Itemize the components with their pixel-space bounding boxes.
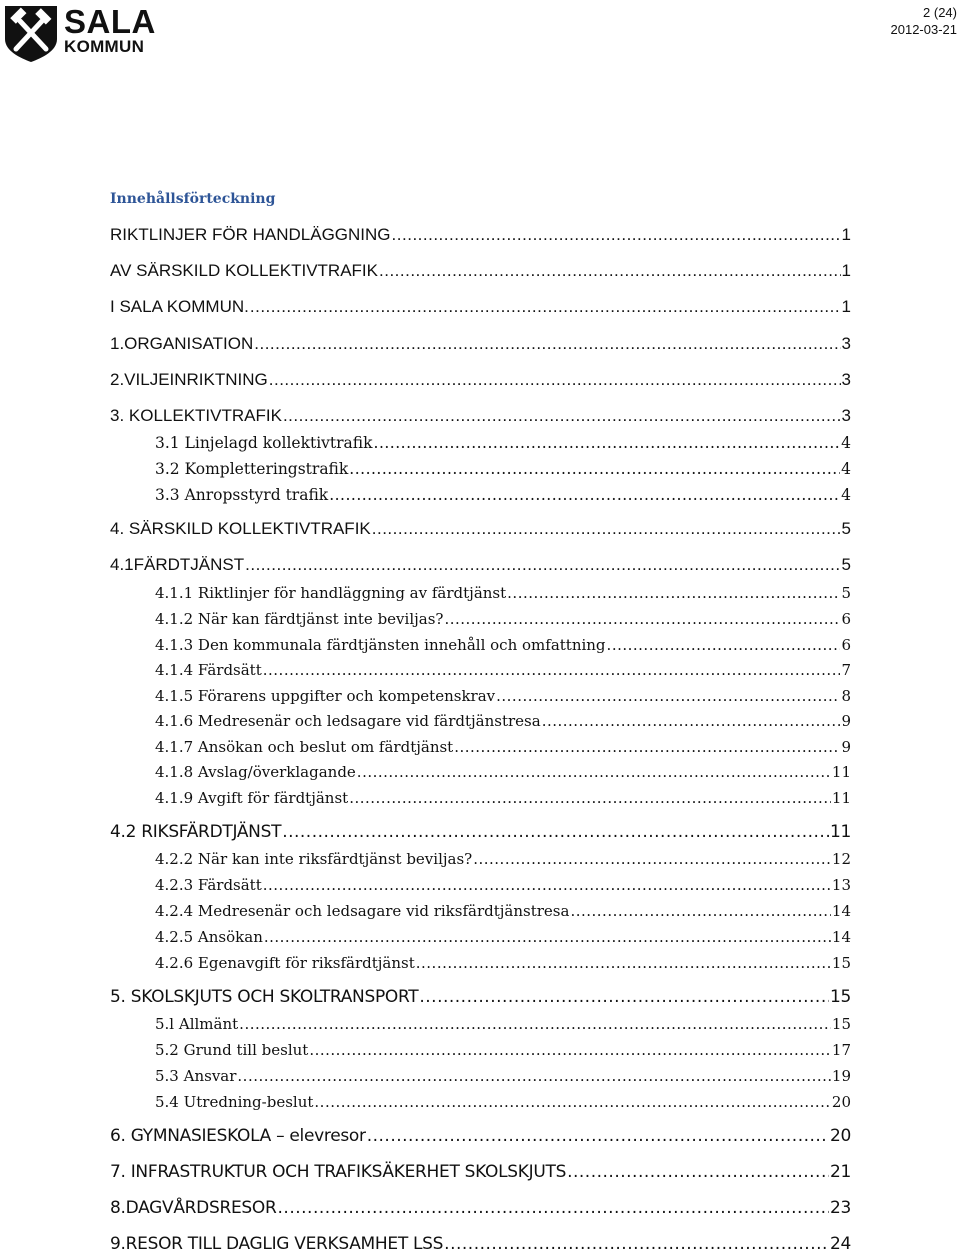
toc-entry-leader [278,1198,829,1218]
toc-entry-title: 4.2.4 Medresenär och ledsagare vid riksfärdtjänstresa [155,902,570,920]
toc-entry[interactable] [155,712,851,730]
toc-entry-title: 4.2 RIKSFÄRDTJÄNST [110,822,282,842]
sala-kommun-logo [2,3,156,63]
toc-entry[interactable] [155,738,851,756]
toc-entry[interactable] [155,789,851,807]
toc-entry-page: 6 [841,636,851,654]
toc-entry-leader [507,584,840,602]
crossed-hammers-icon [2,3,60,63]
toc-entry-page: 11 [829,822,851,842]
toc-entry-leader [309,1041,831,1059]
toc-entry-page: 9 [841,712,851,730]
toc-entry-title: I SALA KOMMUN. [110,297,249,316]
toc-entry-title: 4.1.9 Avgift för färdtjänst [155,789,349,807]
toc-entry-leader [282,822,829,842]
toc-entry-page: 15 [831,1015,851,1033]
toc-entry-leader [329,486,840,504]
toc-entry-title: 4.2.3 Färdsätt [155,876,262,894]
toc-entry[interactable] [110,1198,851,1218]
toc-entry[interactable] [155,763,851,781]
toc-entry[interactable] [110,1162,851,1182]
toc-entry-title: 8.DAGVÅRDSRESOR [110,1198,277,1218]
toc-entry-title: AV SÄRSKILD KOLLEKTIVTRAFIK [110,261,378,280]
toc-entry-title: 2.VILJEINRIKTNING [110,370,268,389]
toc-entry-leader [349,789,831,807]
toc-entry-title: 4.2.5 Ansökan [155,928,263,946]
toc-entry-leader [496,687,840,705]
toc-entry-leader [254,334,840,354]
toc-entry[interactable] [155,610,851,628]
toc-entry[interactable] [110,1126,851,1146]
toc-entry-page: 6 [841,610,851,628]
toc-entry[interactable] [155,687,851,705]
toc-entry-title: 3. KOLLEKTIVTRAFIK [110,406,282,425]
toc-entry-leader [264,928,831,946]
toc-entry[interactable] [110,334,851,354]
toc-entry-page: 14 [831,928,851,946]
toc-entry-page: 12 [831,850,851,868]
toc-entry[interactable] [155,1093,851,1111]
toc-entry-page: 20 [829,1126,851,1146]
toc-entry[interactable] [155,661,851,679]
toc-entry-page: 5 [841,555,851,574]
toc-entry-leader [367,1126,829,1146]
toc-entry-page: 14 [831,902,851,920]
toc-entry[interactable] [110,297,851,317]
toc-entry-page: 1 [841,225,851,244]
toc-entry-leader [454,738,840,756]
toc-entry[interactable] [155,954,851,972]
toc-entry-title: 4.1.7 Ansökan och beslut om färdtjänst [155,738,454,756]
toc-entry[interactable] [110,987,851,1007]
toc-entry-page: 17 [831,1041,851,1059]
toc-entry-page: 23 [829,1198,851,1218]
toc-entry-leader [263,661,841,679]
toc-entry-page: 20 [831,1093,851,1111]
toc-entry-title: 1.ORGANISATION [110,334,254,353]
toc-entry-title: 5.3 Ansvar [155,1067,237,1085]
toc-entry-page: 8 [841,687,851,705]
toc-entry[interactable] [155,1015,851,1033]
toc-entry[interactable] [110,555,851,575]
toc-entry-title: 4.1.4 Färdsätt [155,661,262,679]
toc-entry-title: 5.2 Grund till beslut [155,1041,309,1059]
toc-entry[interactable] [110,1234,851,1254]
toc-entry-leader [245,555,840,575]
toc-entry-page: 5 [841,519,851,538]
toc-entry-leader [570,902,830,920]
toc-entry-title: 4.2.6 Egenavgift för riksfärdtjänst [155,954,415,972]
toc-entry-title: 5.4 Utredning-beslut [155,1093,314,1111]
toc-entry-title: 4.1.3 Den kommunala färdtjänsten innehåll och omfattning [155,636,606,654]
toc-entry-title: 4. SÄRSKILD KOLLEKTIVTRAFIK [110,519,371,538]
toc-entry-page: 3 [841,406,851,425]
document-date: 2012-03-21 [890,22,957,37]
toc-entry[interactable] [110,519,851,539]
toc-entry-page: 15 [829,987,851,1007]
toc-entry-page: 5 [841,584,851,602]
toc-entry-leader [379,261,841,281]
toc-entry[interactable] [155,850,851,868]
toc-entry-title: 4.1FÄRDTJÄNST [110,555,245,574]
toc-entry-leader [239,1015,831,1033]
toc-entry-leader [237,1067,831,1085]
toc-entry-leader [349,460,840,478]
toc-entry-leader [473,850,831,868]
toc-entry-page: 21 [829,1162,851,1182]
toc-entry-page: 15 [831,954,851,972]
toc-entry-leader [374,434,841,452]
toc-entry[interactable] [110,822,851,842]
toc-entry-leader [542,712,841,730]
toc-entry-leader [567,1162,829,1182]
toc-entry-page: 4 [841,434,851,452]
toc-entry-page: 3 [841,370,851,389]
toc-entry-leader [372,519,841,539]
toc-entry-leader [314,1093,831,1111]
toc-entry-leader [263,876,831,894]
toc-entry-page: 1 [841,297,851,316]
toc-entry[interactable] [110,225,851,245]
toc-entry-leader [357,763,831,781]
toc-entry[interactable] [155,460,851,478]
toc-entry-leader [419,987,829,1007]
toc-entry-page: 7 [841,661,851,679]
toc-entry[interactable] [155,584,851,602]
toc-entry-leader [392,225,841,245]
toc-entry[interactable] [155,902,851,920]
toc-entry-page: 13 [831,876,851,894]
logo-subtitle: KOMMUN [64,37,145,56]
toc-entry-title: 4.1.6 Medresenär och ledsagare vid färdtjänstresa [155,712,541,730]
toc-entry-title: 7. INFRASTRUKTUR OCH TRAFIKSÄKERHET SKOLSKJUTS [110,1162,567,1182]
page-meta [891,4,958,38]
toc-entry-page: 19 [831,1067,851,1085]
toc-entry-title: 4.2.2 När kan inte riksfärdtjänst beviljas? [155,850,473,868]
toc-entry-page: 9 [841,738,851,756]
toc-entry-page: 11 [831,789,851,807]
toc-entry[interactable] [110,261,851,281]
toc-entry-title: 3.1 Linjelagd kollektivtrafik [155,434,373,452]
toc-entry-title: RIKTLINJER FÖR HANDLÄGGNING [110,225,391,244]
toc-entry[interactable] [155,1041,851,1059]
toc-entry-leader [416,954,831,972]
toc-entry[interactable] [155,434,851,452]
toc-entry-title: 4.1.1 Riktlinjer för handläggning av färdtjänst [155,584,507,602]
toc-entry-title: 9.RESOR TILL DAGLIG VERKSAMHET LSS [110,1234,444,1254]
toc-entry-leader [607,636,841,654]
toc-entry-leader [444,1234,829,1254]
toc-entry[interactable] [110,406,851,426]
toc-entry-leader [283,406,841,426]
toc-entry-leader [250,297,841,317]
toc-entry[interactable] [155,486,851,504]
toc-heading: Innehållsförteckning [110,191,276,207]
page-number: 2 (24) [923,5,957,20]
toc-entry-page: 11 [831,763,851,781]
toc-entry-title: 3.3 Anropsstyrd trafik [155,486,329,504]
toc-entry-title: 5.l Allmänt [155,1015,239,1033]
toc-entry[interactable] [155,1067,851,1085]
toc-entry[interactable] [110,370,851,390]
toc-entry[interactable] [155,928,851,946]
toc-entry-page: 4 [841,460,851,478]
toc-entry-page: 24 [829,1234,851,1254]
toc-entry-page: 3 [841,334,851,353]
toc-entry-leader [444,610,840,628]
toc-entry[interactable] [155,876,851,894]
toc-entry-title: 5. SKOLSKJUTS OCH SKOLTRANSPORT [110,987,419,1007]
logo-name: SALA [64,3,156,40]
toc-entry-title: 6. GYMNASIESKOLA – elevresor [110,1126,366,1146]
toc-entry-title: 4.1.8 Avslag/överklagande [155,763,356,781]
toc-entry-title: 4.1.5 Förarens uppgifter och kompetenskrav [155,687,496,705]
toc-entry-title: 3.2 Kompletteringstrafik [155,460,349,478]
toc-entry[interactable] [155,636,851,654]
toc-entry-leader [269,370,841,390]
toc-entry-title: 4.1.2 När kan färdtjänst inte beviljas? [155,610,444,628]
toc-entry-page: 1 [841,261,851,280]
toc-entry-page: 4 [841,486,851,504]
